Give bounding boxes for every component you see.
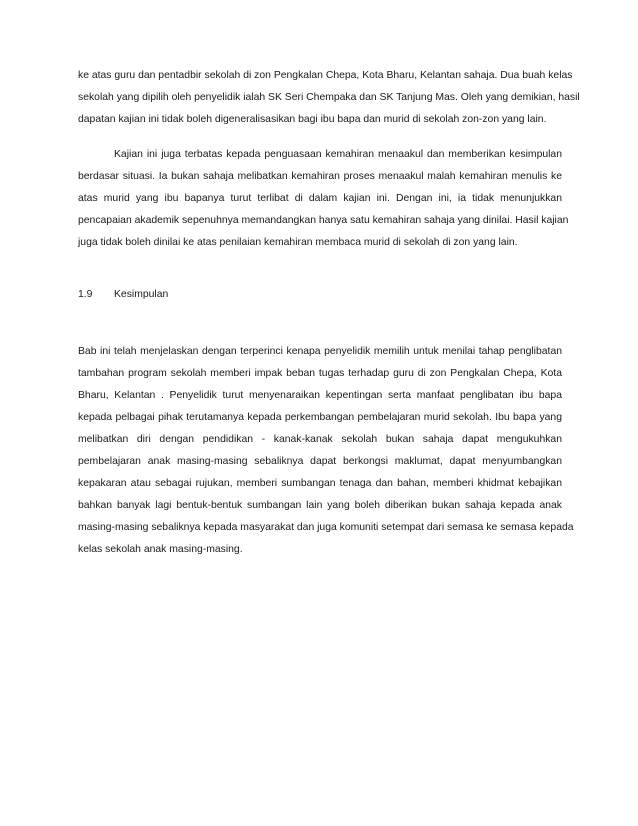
text-line: dapatan kajian ini tidak boleh digeneralisasikan bagi ibu bapa dan murid di sekolah zon-zon yang lain. [78,114,547,125]
paragraph-conclusion [78,341,574,561]
text-line: juga tidak boleh dinilai ke atas penilaian kemahiran membaca murid di sekolah di zon yang lain. [78,237,518,248]
paragraph-limitations-scope [78,65,580,131]
text-line: kepakaran atau sebagai rujukan, memberi sumbangan tenaga dan bahan, memberi khidmat kebajikan [78,478,562,489]
text-line: pencapaian akademik sepenuhnya memandangkan hanya satu kemahiran sahaja yang dinilai. Hasil kajian [78,215,569,226]
section-title: Kesimpulan [114,289,169,300]
text-line: pembelajaran anak masing-masing sebaliknya dapat berkongsi maklumat, dapat menyumbangkan [78,456,562,467]
text-line: ke atas guru dan pentadbir sekolah di zon Pengkalan Chepa, Kota Bharu, Kelantan sahaja. Dua buah kelas [78,70,573,81]
text-line: masing-masing sebaliknya kepada masyarakat dan juga komuniti setempat dari semasa ke semasa kepada [78,522,574,533]
section-heading [78,284,168,306]
text-line: kelas sekolah anak masing-masing. [78,544,243,555]
text-line: bahkan banyak lagi bentuk-bentuk sumbangan lain yang boleh diberikan bukan sahaja kepada anak [78,500,562,511]
text-line: sekolah yang dipilih oleh penyelidik ialah SK Seri Chempaka dan SK Tanjung Mas. Oleh yang demikian, hasil [78,92,580,103]
text-line: atas murid yang ibu bapanya turut terlibat di dalam kajian ini. Dengan ini, ia tidak menunjukkan [78,193,562,204]
text-line: tambahan program sekolah memberi impak beban tugas terhadap guru di zon Pengkalan Chepa, Kota [78,368,562,379]
text-line: berdasar situasi. Ia bukan sahaja melibatkan kemahiran proses menaakul malah kemahiran menulis ke [78,171,562,182]
text-line: melibatkan diri dengan pendidikan - kanak-kanak sekolah bukan sahaja dapat mengukuhkan [78,434,562,445]
text-line: kepada pelbagai pihak terutamanya kepada perkembangan pembelajaran murid sekolah. Ibu bapa yang [78,412,562,423]
text-line: Bharu, Kelantan . Penyelidik turut menyenaraikan kepentingan serta manfaat penglibatan ibu bapa [78,390,562,401]
text-line: Bab ini telah menjelaskan dengan terperinci kenapa penyelidik memilih untuk menilai tahap penglibatan [78,346,562,357]
paragraph-limitations-skills [78,144,569,254]
text-line: Kajian ini juga terbatas kepada penguasaan kemahiran menaakul dan memberikan kesimpulan [114,149,562,160]
section-number: 1.9 [78,289,93,300]
